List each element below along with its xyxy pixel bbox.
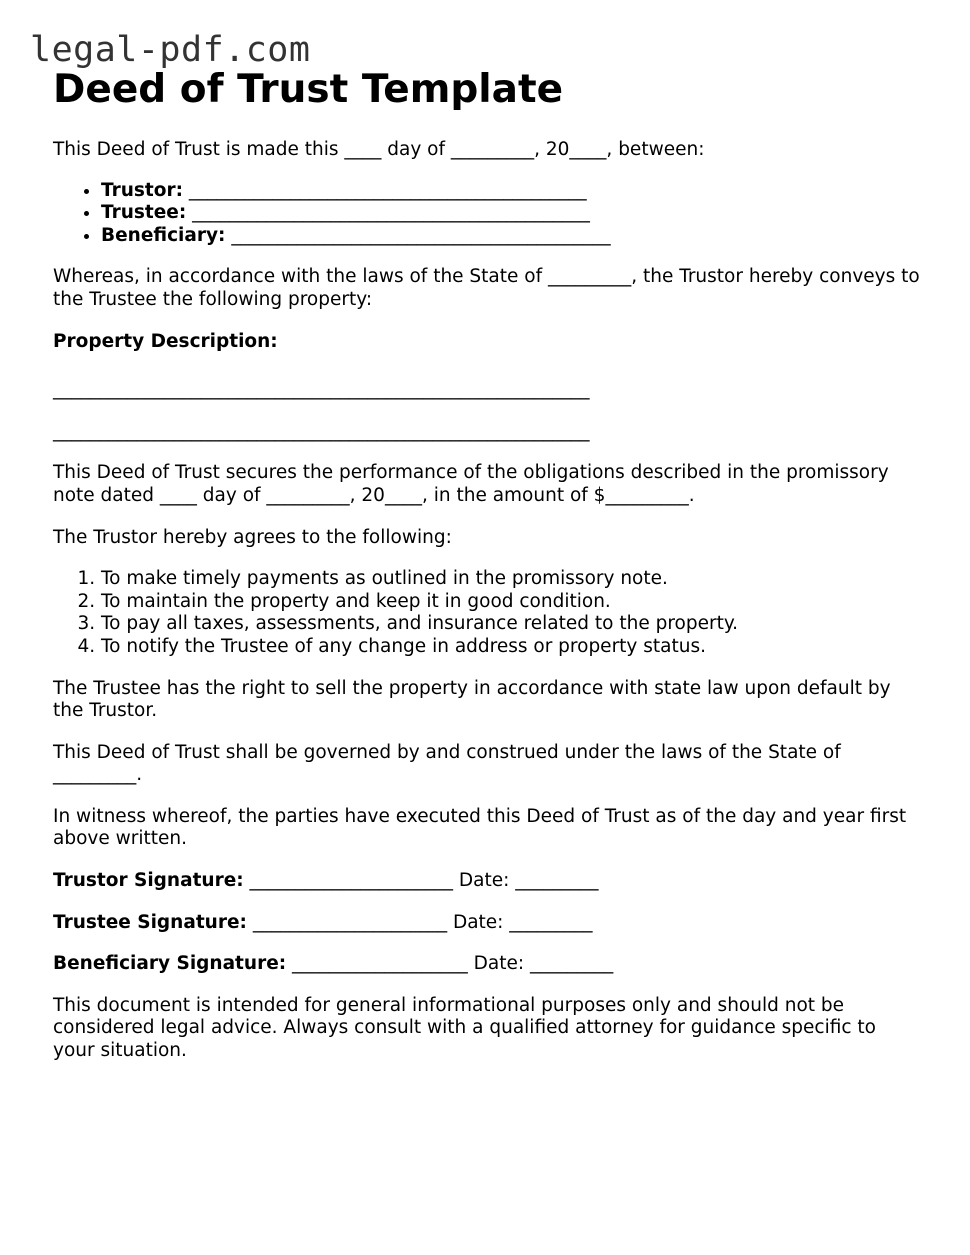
property-description-heading: Property Description: — [53, 330, 278, 352]
disclaimer-paragraph: This document is intended for general informational purposes only and should not be considered legal advice. Always consult with a qualified attorney for guidance specific to your situation. — [53, 994, 876, 1062]
signature-blank: ___________________ Date: _________ — [292, 953, 614, 975]
party-beneficiary — [101, 225, 923, 248]
signature-label: Beneficiary Signature: — [53, 953, 287, 975]
intro-paragraph: This Deed of Trust is made this ____ day of _________, 20____, between: — [53, 139, 705, 160]
beneficiary-signature-line — [53, 953, 923, 976]
party-trustee — [101, 202, 923, 225]
whereas-paragraph: Whereas, in accordance with the laws of the State of _________, the Trustor hereby conveys to the Trustee the following property: — [53, 266, 920, 310]
property-blank-line: __________________________________________________________ — [53, 420, 590, 442]
party-blank: ___________________________________________ — [188, 179, 587, 201]
party-label: Beneficiary: — [101, 224, 226, 246]
obligation-item: 3. To pay all taxes, assessments, and insurance related to the property. — [101, 613, 923, 636]
obligation-item: 2. To maintain the property and keep it in good condition. — [101, 591, 923, 614]
parties-list — [53, 180, 923, 248]
obligation-item: 4. To notify the Trustee of any change in address or property status. — [101, 636, 923, 659]
signature-blank: ______________________ Date: _________ — [249, 870, 599, 892]
witness-paragraph: In witness whereof, the parties have executed this Deed of Trust as of the day and year first above written. — [53, 805, 907, 850]
trustor-signature-line — [53, 870, 923, 893]
signature-label: Trustee Signature: — [53, 911, 247, 933]
party-blank: ___________________________________________ — [192, 202, 590, 224]
party-blank: _________________________________________ — [231, 224, 611, 246]
signature-blank: _____________________ Date: _________ — [252, 911, 593, 933]
party-label: Trustee: — [101, 202, 187, 224]
document-title: Deed of Trust Template — [53, 67, 564, 112]
right-to-sell-paragraph: The Trustee has the right to sell the property in accordance with state law upon default by the Trustor. — [53, 677, 891, 722]
obligations-list — [53, 568, 923, 658]
party-label: Trustor: — [101, 179, 183, 201]
obligation-item: 1. To make timely payments as outlined in the promissory note. — [101, 568, 923, 591]
property-blank-line: __________________________________________________________ — [53, 379, 590, 401]
signature-label: Trustor Signature: — [53, 870, 244, 892]
agrees-paragraph: The Trustor hereby agrees to the following: — [53, 526, 452, 548]
governing-law-paragraph: This Deed of Trust shall be governed by and construed under the laws of the State of _________. — [53, 741, 841, 786]
trustee-signature-line — [53, 912, 923, 935]
watermark-logo: legal-pdf.com — [30, 30, 311, 70]
secures-paragraph: This Deed of Trust secures the performance of the obligations described in the promissory note dated ____ day of _________, 20____, in the amount of $_________. — [53, 462, 889, 506]
document-page — [53, 66, 923, 1063]
party-trustor — [101, 180, 923, 203]
